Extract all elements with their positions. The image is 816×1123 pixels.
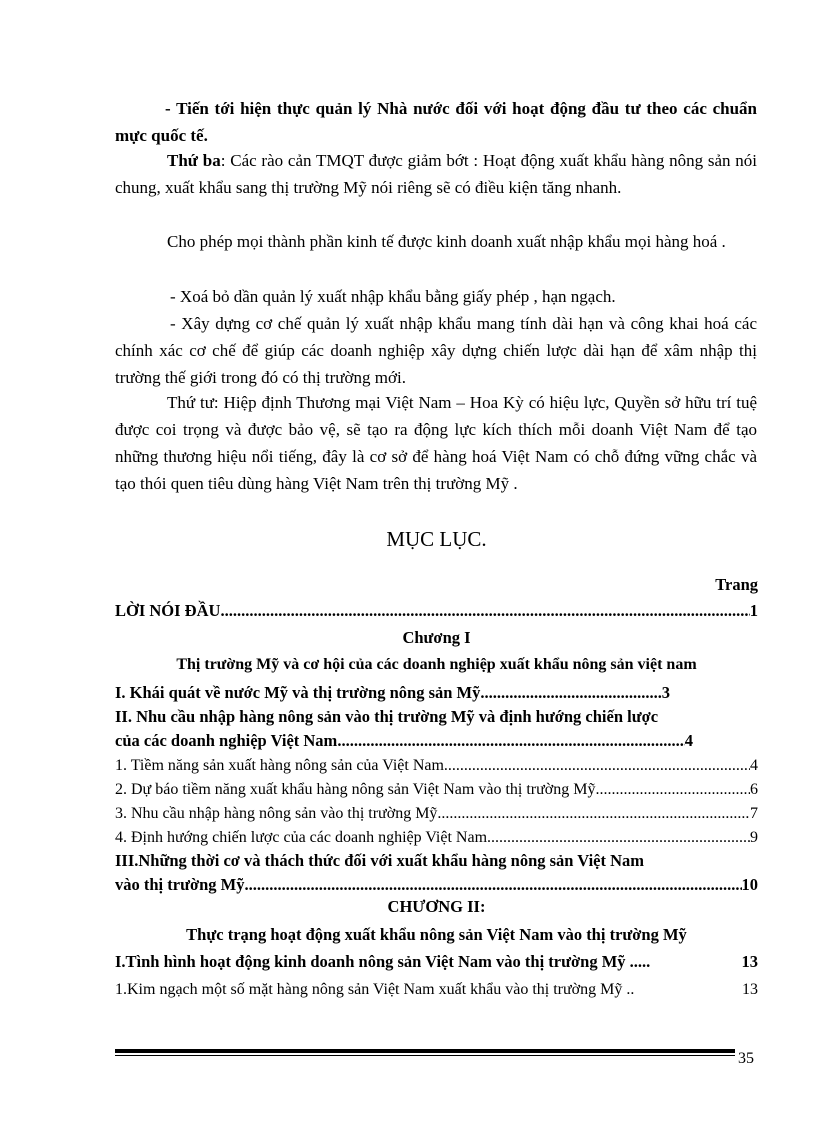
toc-leader — [487, 827, 750, 849]
toc-entry[interactable] — [115, 874, 758, 896]
toc-entry-label: 1.Kim ngạch một số mặt hàng nông sản Việt Nam xuất khẩu vào thị trường Mỹ .. — [115, 981, 635, 998]
toc-entry-page: 4 — [684, 731, 693, 750]
chapter-title: Thực trạng hoạt động xuất khẩu nông sản Việt Nam vào thị trường Mỹ — [186, 925, 687, 944]
toc-entry-label: I.Tình hình hoạt động kinh doanh nông sản Việt Nam vào thị trường Mỹ ..... — [115, 952, 651, 971]
paragraph-text: : Các rào cản TMQT được giảm bớt : Hoạt động xuất khẩu hàng nông sản nói chung, xuất khẩu sang thị trường Mỹ nói riêng sẽ có điều kiện tăng nhanh. — [115, 151, 758, 197]
chapter-heading: CHƯƠNG II: — [387, 897, 486, 916]
toc-entry[interactable] — [115, 600, 758, 622]
toc-entry-label: 3. Nhu cầu nhập hàng nông sản vào thị trường Mỹ — [115, 805, 438, 822]
toc-title: MỤC LỤC. — [386, 527, 487, 551]
toc-leader — [444, 755, 750, 777]
toc-entry-label: vào thị trường Mỹ — [115, 875, 245, 894]
toc-entry-line: II. Nhu cầu nhập hàng nông sản vào thị trường Mỹ và định hướng chiến lược — [115, 707, 659, 726]
toc-entry[interactable] — [115, 682, 670, 704]
toc-leader — [480, 682, 661, 704]
toc-entry[interactable] — [115, 803, 758, 825]
toc-entry[interactable] — [115, 755, 758, 777]
toc-leader — [595, 779, 750, 801]
toc-entry-label: 2. Dự báo tiềm năng xuất khẩu hàng nông sản Việt Nam vào thị trường Mỹ — [115, 781, 596, 798]
page-number: 35 — [738, 1050, 754, 1067]
toc-entry[interactable] — [115, 779, 758, 801]
paragraph-lead: Thứ ba — [167, 151, 221, 170]
paragraph-state-management: - Tiến tới hiện thực quản lý Nhà nước đối với hoạt động đầu tư theo các chuẩn mực quốc tế. — [115, 99, 757, 145]
footer-rule-thick — [115, 1049, 735, 1053]
toc-entry-page: 7 — [750, 805, 758, 822]
paragraph-thu-tu: Thứ tư: Hiệp định Thương mại Việt Nam – Hoa Kỳ có hiệu lực, Quyền sở hữu trí tuệ được coi trọng và được bảo vệ, sẽ tạo ra động lực kích thích mỗi doanh Việt Nam để tạo những thương hiệu nổi tiếng, đây là cơ sở để hàng hoá Việt Nam có chỗ đứng vững chắc và tạo thói quen tiêu dùng hàng Việt Nam trên thị trường Mỹ . — [115, 393, 757, 493]
paragraph-remove-quota: - Xoá bỏ dần quản lý xuất nhập khẩu bằng giấy phép , hạn ngạch. — [170, 287, 616, 306]
toc-entry-label: của các doanh nghiệp Việt Nam — [115, 731, 338, 750]
toc-entry-label: 1. Tiềm năng sản xuất hàng nông sản của Việt Nam — [115, 757, 444, 774]
toc-entry-page: 9 — [750, 829, 758, 846]
toc-leader — [337, 730, 684, 752]
toc-leader — [220, 600, 749, 622]
toc-entry[interactable] — [115, 979, 758, 1001]
toc-leader — [245, 874, 742, 896]
toc-leader — [437, 803, 750, 825]
footer-rule-thin — [115, 1055, 735, 1056]
toc-entry-label: LỜI NÓI ĐẦU — [115, 601, 221, 620]
toc-page-header: Trang — [715, 575, 758, 594]
toc-entry-page: 1 — [749, 601, 758, 620]
chapter-title: Thị trường Mỹ và cơ hội của các doanh nghiệp xuất khẩu nông sản việt nam — [176, 656, 697, 673]
paragraph-build-mechanism: - Xây dựng cơ chế quản lý xuất nhập khẩu mang tính dài hạn và công khai hoá các chính xác cơ chế để giúp các doanh nghiệp xây dựng chiến lược dài hạn để xâm nhập thị trường thế giới trong đó có thị trường mới. — [115, 314, 757, 387]
paragraph-thu-ba — [115, 147, 757, 201]
paragraph-business-permission: Cho phép mọi thành phần kinh tế được kinh doanh xuất nhập khẩu mọi hàng hoá . — [167, 232, 726, 251]
toc-entry-page: 4 — [750, 757, 758, 774]
chapter-heading: Chương I — [402, 628, 471, 647]
toc-entry-page: 13 — [741, 952, 758, 971]
toc-entry-label: I. Khái quát về nước Mỹ và thị trường nông sản Mỹ — [115, 683, 481, 702]
toc-entry[interactable] — [115, 730, 693, 752]
toc-entry-page: 3 — [661, 683, 670, 702]
toc-entry[interactable] — [115, 827, 758, 849]
toc-entry-page: 10 — [741, 875, 758, 894]
toc-entry-line: III.Những thời cơ và thách thức đối với xuất khẩu hàng nông sản Việt Nam — [115, 851, 645, 870]
toc-entry-label: 4. Định hướng chiến lược của các doanh nghiệp Việt Nam — [115, 829, 488, 846]
toc-entry-page: 6 — [750, 781, 758, 798]
toc-entry-page: 13 — [742, 981, 758, 998]
toc-entry[interactable] — [115, 951, 758, 973]
